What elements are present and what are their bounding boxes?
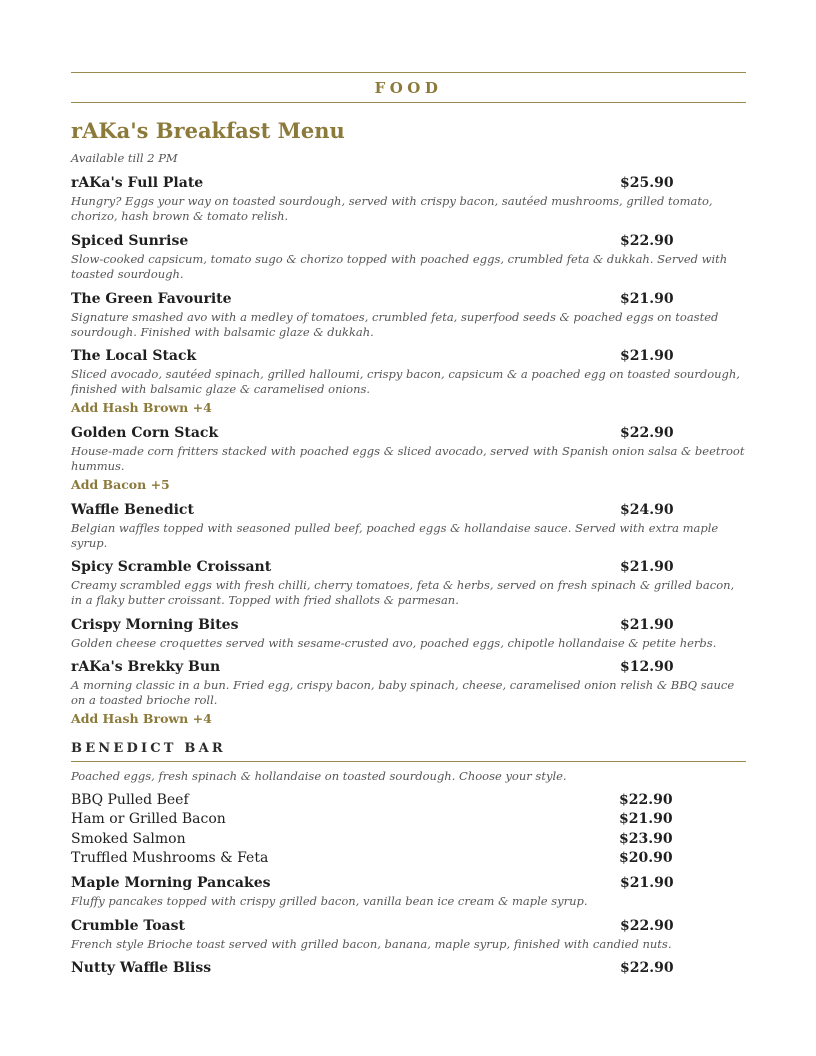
item-name: rAKa's Full Plate (71, 175, 204, 191)
item-name: rAKa's Brekky Bun (71, 659, 221, 675)
item-description: Belgian waffles topped with seasoned pulled beef, poached eggs & hollandaise sauce. Served with extra maple syrup. (71, 521, 719, 550)
menu-item (71, 348, 746, 416)
item-name: Crispy Morning Bites (71, 617, 239, 633)
item-name: Nutty Waffle Bliss (71, 960, 212, 976)
item-name: Maple Morning Pancakes (71, 875, 271, 891)
item-addon: Add Hash Brown +4 (71, 711, 212, 726)
menu-subtitle: Available till 2 PM (71, 151, 178, 165)
benedict-option (71, 849, 746, 868)
item-description: A morning classic in a bun. Fried egg, crispy bacon, baby spinach, cheese, caramelised onion relish & BBQ sauce on a toasted brioche roll. (71, 678, 735, 707)
item-description: Signature smashed avo with a medley of tomatoes, crumbled feta, superfood seeds & poached eggs on toasted sourdough. Finished with balsamic glaze & dukkah. (71, 310, 719, 339)
menu-item (71, 502, 746, 551)
benedict-bar-heading: BENEDICT BAR (71, 741, 226, 756)
item-description: French style Brioche toast served with grilled bacon, banana, maple syrup, finished with candied nuts. (71, 937, 672, 951)
top-rule (71, 72, 746, 73)
item-description: Golden cheese croquettes served with sesame-crusted avo, poached eggs, chipotle hollandaise & petite herbs. (71, 636, 717, 650)
item-addon: Add Bacon +5 (71, 477, 170, 492)
option-price: $23.90 (619, 831, 673, 847)
item-price: $22.90 (620, 960, 674, 976)
item-price: $22.90 (620, 918, 674, 934)
item-name: Golden Corn Stack (71, 425, 219, 441)
option-name: Ham or Grilled Bacon (71, 811, 226, 827)
menu-item (71, 291, 746, 340)
heading-underline (71, 102, 746, 103)
item-name: The Local Stack (71, 348, 197, 364)
benedict-bar-rule (71, 761, 746, 762)
item-description: Slow-cooked capsicum, tomato sugo & chorizo topped with poached eggs, crumbled feta & dukkah. Served with toasted sourdough. (71, 252, 728, 281)
option-price: $21.90 (619, 811, 673, 827)
menu-title: rAKa's Breakfast Menu (71, 118, 345, 143)
item-price: $21.90 (620, 348, 674, 364)
item-description: Fluffy pancakes topped with crispy grilled bacon, vanilla bean ice cream & maple syrup. (71, 894, 588, 908)
item-name: Spiced Sunrise (71, 233, 189, 249)
item-price: $25.90 (620, 175, 674, 191)
item-name: The Green Favourite (71, 291, 232, 307)
item-name: Crumble Toast (71, 918, 185, 934)
item-price: $21.90 (620, 875, 674, 891)
option-name: Smoked Salmon (71, 831, 186, 847)
item-price: $21.90 (620, 559, 674, 575)
item-price: $22.90 (620, 425, 674, 441)
benedict-bar-note: Poached eggs, fresh spinach & hollandaise on toasted sourdough. Choose your style. (71, 769, 567, 783)
menu-item (71, 659, 746, 727)
item-description: Creamy scrambled eggs with fresh chilli, cherry tomatoes, feta & herbs, served on fresh spinach & grilled bacon, in a flaky butter croissant. Topped with fried shallots & parmesan. (71, 578, 735, 607)
item-price: $24.90 (620, 502, 674, 518)
option-price: $22.90 (619, 792, 673, 808)
menu-item (71, 960, 746, 977)
item-description: House-made corn fritters stacked with poached eggs & sliced avocado, served with Spanish onion salsa & beetroot hummus. (71, 444, 745, 473)
option-name: Truffled Mushrooms & Feta (71, 850, 269, 866)
benedict-option (71, 791, 746, 810)
menu-item (71, 559, 746, 608)
item-price: $21.90 (620, 617, 674, 633)
item-addon: Add Hash Brown +4 (71, 400, 212, 415)
benedict-option (71, 830, 746, 849)
menu-item (71, 233, 746, 282)
menu-item (71, 175, 746, 224)
option-price: $20.90 (619, 850, 673, 866)
item-price: $12.90 (620, 659, 674, 675)
section-heading: FOOD (374, 79, 443, 97)
menu-item (71, 425, 746, 493)
menu-item (71, 875, 746, 909)
item-description: Hungry? Eggs your way on toasted sourdough, served with crispy bacon, sautéed mushrooms, grilled tomato, chorizo, hash brown & tomato relish. (71, 194, 713, 223)
item-price: $21.90 (620, 291, 674, 307)
item-name: Spicy Scramble Croissant (71, 559, 272, 575)
benedict-option (71, 810, 746, 829)
option-name: BBQ Pulled Beef (71, 792, 189, 808)
item-description: Sliced avocado, sautéed spinach, grilled halloumi, crispy bacon, capsicum & a poached egg on toasted sourdough, finished with balsamic glaze & caramelised onions. (71, 367, 740, 396)
item-price: $22.90 (620, 233, 674, 249)
item-name: Waffle Benedict (71, 502, 194, 518)
menu-item (71, 617, 746, 651)
menu-item (71, 918, 746, 952)
